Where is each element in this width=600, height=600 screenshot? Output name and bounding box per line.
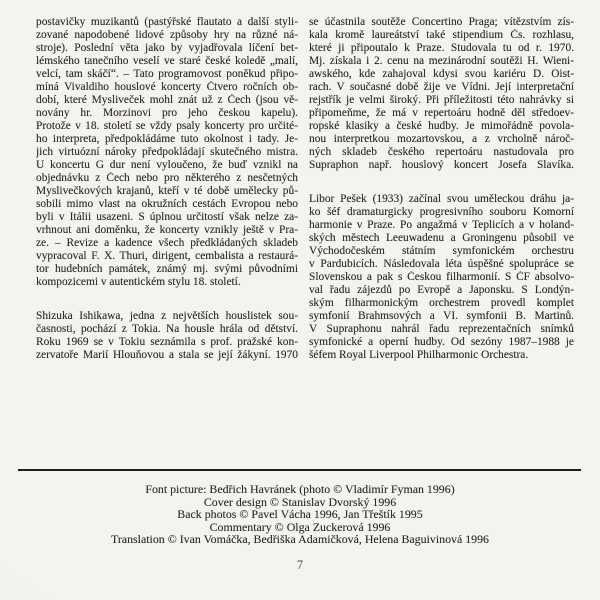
text-line: zované napodobené lidové způsoby hry na různé ná- bbox=[36, 29, 298, 41]
text-line: dobí, které Mysliveček mohl znát už z Čech (jsou vě- bbox=[36, 94, 298, 106]
text-line: rach. V současné době žije ve Vídni. Její interpretační bbox=[309, 81, 574, 93]
text-line: novány hr. Morzinovi pro jeho českou kapelu). bbox=[36, 107, 298, 119]
text-line: jich virtuózní nároky předpokládají skutečného mistra. bbox=[36, 146, 298, 158]
text-line: nou interpretkou mozartovskou, a z vrcholně nároč- bbox=[309, 133, 574, 145]
credit-line: Commentary © Olga Zuckerová 1996 bbox=[209, 519, 391, 534]
text-line: objednávku z Čech nebo pro některého z nesčetných bbox=[36, 172, 298, 184]
text-line: postavičky muzikantů (pastýřské flautato a další styli- bbox=[36, 16, 298, 28]
text-line: byli v Itálii usazeni. S úplnou určitostí však nelze za- bbox=[36, 211, 298, 223]
text-line: Východočeském státním symfonickém orchestru bbox=[309, 245, 574, 257]
paragraph bbox=[309, 16, 574, 172]
text-line: Mj. získala i 2. cenu na mezinárodní soutěži H. Wieni- bbox=[309, 55, 574, 67]
text-line: zervatoře Marií Hlouňovou a stala se její žákyní. 1970 bbox=[36, 349, 298, 361]
text-line: Myslivečkových krajanů, kteří v té době umělecky pů- bbox=[36, 185, 298, 197]
text-line: V Supraphonu nahrál řadu reprezentačních snímků bbox=[309, 323, 574, 335]
text-line: stroje). Poslední věta jako by vyjadřovala líčení bet- bbox=[36, 42, 298, 54]
text-line: lémského tanečního veselí ve staré české koledě „malí, bbox=[36, 55, 298, 67]
credit-line: Cover design © Stanislav Dvorský 1996 bbox=[203, 494, 397, 509]
text-line: sobili mimo vlast na okružních cestách Evropou nebo bbox=[36, 198, 298, 210]
text-line: v Pardubicích. Následovala léta úspěšné spolupráce se bbox=[309, 258, 574, 270]
text-line: symfonií Brahmsových a VI. symfonii B. Martinů. bbox=[309, 310, 574, 322]
text-line: awského, kde zahajoval kdysi svou kariéru D. Oist- bbox=[309, 68, 574, 80]
text-line: ko šéf dramaturgicky progresivního souboru Komorní bbox=[309, 206, 574, 218]
page-number: 7 bbox=[296, 558, 304, 572]
text-line: Protože v 18. století se vždy psaly koncerty pro určité- bbox=[36, 120, 298, 132]
text-line: symfonické a operní hudby. Od sezóny 1987–1988 je bbox=[309, 336, 574, 348]
text-line: připomeňme, že má v repertoáru hodně děl středoev- bbox=[309, 107, 574, 119]
text-line: kompozicemi v autentickém stylu 18. století. bbox=[36, 276, 241, 288]
text-line: Libor Pešek (1933) začínal svou uměleckou dráhu ja- bbox=[309, 193, 574, 205]
text-line: míná Vivaldiho houslové koncerty Čtvero ročních ob- bbox=[36, 81, 298, 93]
text-line: U koncertu G dur není vyloučeno, že buď vznikl na bbox=[36, 159, 298, 171]
text-columns bbox=[36, 16, 574, 362]
credit-line: Font picture: Bedřich Havránek (photo © Vladimír Fyman 1996) bbox=[145, 482, 455, 496]
paragraph bbox=[36, 310, 298, 362]
text-line: tor hudebních památek, známý mj. svými původními bbox=[36, 263, 298, 275]
credit-line: Translation © Ivan Vomáčka, Bedřiška Adamičková, Helena Baguivinová 1996 bbox=[110, 532, 489, 547]
paragraph bbox=[309, 193, 574, 362]
text-line: Supraphon např. houslový koncert Josefa Slavíka. bbox=[309, 159, 574, 171]
credits-block bbox=[18, 483, 582, 546]
text-line: ho interpreta, předpokládáme tuto okolnost i tady. Je- bbox=[36, 133, 298, 145]
paragraph bbox=[36, 16, 298, 289]
text-line: harmonie v Praze. Po angažmá v Teplicích a v holand- bbox=[309, 219, 574, 231]
text-line: velcí, tam skáčí“. – Tato programovost poněkud připo- bbox=[36, 68, 298, 80]
left-text-column bbox=[36, 16, 298, 362]
text-line: se účastnila soutěže Concertino Praga; vítězstvím zís- bbox=[309, 16, 574, 28]
text-line: ským filharmonickým orchestrem provedl komplet bbox=[309, 297, 574, 309]
text-line: ných skladeb českého repertoáru nastudovala pro bbox=[309, 146, 574, 158]
text-line: které ji připoutalo k Praze. Studovala tu od r. 1970. bbox=[309, 42, 574, 54]
credits-divider-rule bbox=[18, 469, 581, 471]
text-line: ských městech Leeuwadenu a Groningenu působil ve bbox=[309, 232, 574, 244]
text-line: Slovenskou a pak s Českou filharmonií. S ČF absolvo- bbox=[309, 271, 574, 283]
credit-line: Back photos © Pavel Vácha 1996, Jan Třeštík 1995 bbox=[177, 507, 423, 522]
text-line: val řadu zájezdů po Evropě a Japonsku. S Londýn- bbox=[309, 284, 574, 296]
text-line: Roku 1969 se v Tokiu seznámila s prof. pražské kon- bbox=[36, 336, 298, 348]
text-line: ropské klasiky a české hudby. Je mimořádně povola- bbox=[309, 120, 574, 132]
text-line: šéfem Royal Liverpool Philharmonic Orchestra. bbox=[309, 349, 529, 361]
text-line: kala kromě laureátství také stipendium Čs. rozhlasu, bbox=[309, 29, 574, 41]
text-line: vrhnout ani doměnku, že koncerty vznikly ještě v Pra- bbox=[36, 224, 298, 236]
text-line: ze. – Revize a kadence všech předkládaných skladeb bbox=[36, 237, 298, 249]
right-text-column bbox=[309, 16, 574, 362]
text-line: Shizuka Ishikawa, jedna z největších houslistek sou- bbox=[36, 310, 298, 322]
text-line: rejstřík je velmi široký. Při příležitosti této nahrávky si bbox=[309, 94, 574, 106]
text-line: vypracoval F. X. Thuri, dirigent, cembalista a restaurá- bbox=[36, 250, 298, 262]
text-line: časnosti, pochází z Tokia. Na housle hrála od dětství. bbox=[36, 323, 298, 335]
